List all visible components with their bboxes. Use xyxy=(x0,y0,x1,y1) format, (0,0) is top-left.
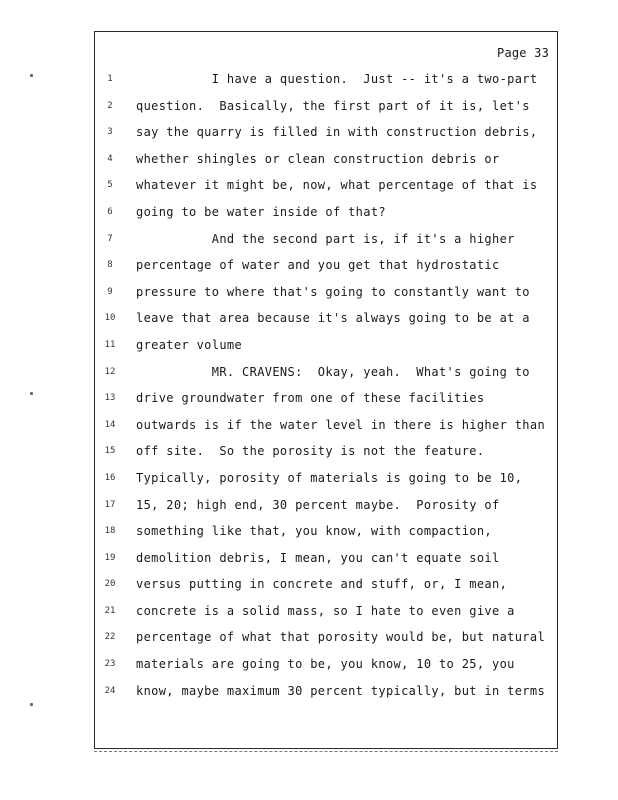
page-number: Page 33 xyxy=(497,46,549,60)
line-number: 2 xyxy=(107,100,113,111)
line-text: whatever it might be, now, what percentage of that is xyxy=(136,178,538,193)
transcript-line xyxy=(95,66,557,93)
line-number: 14 xyxy=(104,419,116,430)
line-number: 7 xyxy=(107,233,113,244)
transcript-line xyxy=(95,252,557,279)
transcript-line xyxy=(95,226,557,253)
line-number: 19 xyxy=(104,552,116,563)
line-number: 3 xyxy=(107,127,113,138)
transcript-line xyxy=(95,279,557,306)
line-number: 11 xyxy=(104,339,116,350)
line-text: And the second part is, if it's a higher xyxy=(136,231,515,246)
transcript-line xyxy=(95,305,557,332)
transcript-line xyxy=(95,571,557,598)
line-number: 18 xyxy=(104,526,116,537)
line-text: percentage of what that porosity would be, but natural xyxy=(136,630,546,645)
transcript-line xyxy=(95,199,557,226)
line-number: 5 xyxy=(107,180,113,191)
line-text: off site. So the porosity is not the feature. xyxy=(136,444,485,459)
line-text: materials are going to be, you know, 10 to 25, you xyxy=(136,657,515,672)
transcript-line xyxy=(95,412,557,439)
line-text: 15, 20; high end, 30 percent maybe. Porosity of xyxy=(136,497,500,512)
line-text: leave that area because it's always going to be at a xyxy=(136,311,530,326)
line-number: 10 xyxy=(104,313,116,324)
transcript-line xyxy=(95,146,557,173)
line-number: 9 xyxy=(107,286,113,297)
transcript-line xyxy=(95,518,557,545)
transcript-line xyxy=(95,624,557,651)
line-text: whether shingles or clean construction debris or xyxy=(136,151,500,166)
line-number: 8 xyxy=(107,260,113,271)
transcript-line xyxy=(95,93,557,120)
line-number: 6 xyxy=(107,206,113,217)
line-text: pressure to where that's going to constantly want to xyxy=(136,284,530,299)
line-number: 21 xyxy=(104,605,116,616)
transcript-line xyxy=(95,438,557,465)
transcript-page xyxy=(94,31,558,749)
line-text: I have a question. Just -- it's a two-part xyxy=(136,72,538,86)
transcript-line xyxy=(95,545,557,572)
line-text: versus putting in concrete and stuff, or, I mean, xyxy=(136,577,508,592)
line-text: know, maybe maximum 30 percent typically, but in terms xyxy=(136,683,546,698)
line-number: 1 xyxy=(107,74,113,84)
line-text: going to be water inside of that? xyxy=(136,204,386,219)
line-number: 20 xyxy=(104,579,116,590)
transcript-line xyxy=(95,598,557,625)
line-text: concrete is a solid mass, so I hate to even give a xyxy=(136,603,515,618)
line-text: MR. CRAVENS: Okay, yeah. What's going to xyxy=(136,364,530,379)
margin-mark xyxy=(30,392,33,395)
transcript-line xyxy=(95,465,557,492)
transcript-line xyxy=(95,651,557,678)
line-number: 16 xyxy=(104,472,116,483)
margin-mark xyxy=(30,703,33,706)
line-text: question. Basically, the first part of it is, let's xyxy=(136,98,530,113)
line-text: say the quarry is filled in with construction debris, xyxy=(136,125,538,140)
transcript-lines xyxy=(95,66,557,704)
line-number: 12 xyxy=(104,366,116,377)
line-number: 15 xyxy=(104,446,116,457)
line-text: greater volume xyxy=(136,337,243,352)
line-text: demolition debris, I mean, you can't equate soil xyxy=(136,550,500,565)
line-number: 13 xyxy=(104,393,116,404)
transcript-line xyxy=(95,678,557,705)
margin-mark xyxy=(30,74,33,77)
line-text: percentage of water and you get that hydrostatic xyxy=(136,258,500,273)
line-text: drive groundwater from one of these facilities xyxy=(136,391,485,406)
line-number: 24 xyxy=(104,685,116,696)
line-number: 23 xyxy=(104,659,116,670)
line-number: 4 xyxy=(107,153,113,164)
transcript-line xyxy=(95,359,557,386)
transcript-line xyxy=(95,385,557,412)
line-text: something like that, you know, with compaction, xyxy=(136,524,493,539)
line-number: 17 xyxy=(104,499,116,510)
line-text: outwards is if the water level in there is higher than xyxy=(136,417,546,432)
line-number: 22 xyxy=(104,632,116,643)
transcript-line xyxy=(95,119,557,146)
transcript-line xyxy=(95,332,557,359)
transcript-line xyxy=(95,172,557,199)
transcript-line xyxy=(95,492,557,519)
page-bottom-rule xyxy=(94,751,558,752)
line-text: Typically, porosity of materials is going to be 10, xyxy=(136,470,523,485)
